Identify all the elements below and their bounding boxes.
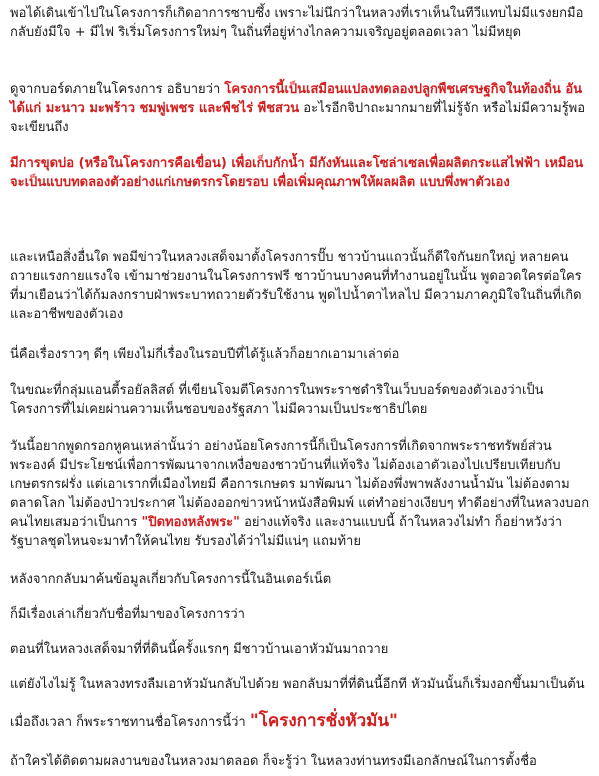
paragraph-research [10,570,591,589]
paragraph-name-origin-text: ก็มีเรื่องเล่าเกี่ยวกับชื่อที่มาของโครงการว่า [10,607,245,622]
paragraph-board [10,80,591,137]
paragraph-first-visit [10,640,591,659]
paragraph-anti-royalist-text: ในขณะที่กลุ่มแอนตี้รอยัลลิสต์ ที่เขียนโจมตีโครงการในพระราชดำริในเว็บบอร์ดของตัวเองว่าเป็นโครงการที่ไม่เคยผ่านความเห็นชอบของรัฐสภา ไม่มีความเป็นประชาธิปไตย [10,383,544,417]
paragraph-intro [10,4,591,42]
paragraph-board-lead: ดูจากบอร์ดภายในโครงการ อธิบายว่า [10,82,221,97]
paragraph-intro-text: พอได้เดินเข้าไปในโครงการก็เกิดอาการซาบซึ้ง เพราะไม่นึกว่าในหลวงที่เราเห็นในทีวีแทบไม่มีแรงยกมือ กลับยังมีใจ + มีไฟ ริเริ่มโครงการใหม่ๆ ในถิ่นที่อยู่ห่างไกลความเจริญอยู่ตลอดเวลา ไม่มีหยุด [10,6,584,40]
paragraph-forgot-taro [10,675,591,694]
paragraph-first-visit-text: ตอนที่ในหลวงเสด็จมาที่ที่ดินนี้ครั้งแรกๆ มีชาวบ้านเอาหัวมันมาถวาย [10,642,389,657]
paragraph-project-name-lead: เมื่อถึงเวลา ก็พระราชทานชื่อโครงการนี้ว่า [10,715,246,730]
paragraph-closing [10,752,591,771]
paragraph-rebuttal [10,437,591,551]
paragraph-rebuttal-tail: อย่างแท้จริง [244,515,312,530]
paragraph-villagers [10,248,591,324]
paragraph-good-stories-text: นี่คือเรื่องราวๆ ดีๆ เพียงไม่กี่เรื่องในรอบปีที่ได้รู้แล้วก็อยากเอามาเล่าต่อ [10,347,400,362]
paragraph-anti-royalist [10,381,591,419]
paragraph-project-name [10,712,591,732]
paragraph-villagers-text: และเหนือสิ่งอื่นใด พอมีข่าวในหลวงเสด็จมาตั้งโครงการปั๊บ ชาวบ้านแถวนั้นก็ดีใจกันยกใหญ่ หลายคนถวายแรงกายแรงใจ เข้ามาช่วยงานในโครงการฟรี ชาวบ้านบางคนที่ทำงานอยู่ในนั้น พูดอวดใครต่อใครที่มาเยือนว่าได้ก้มลงกราบฝ่าพระบาทถวายตัวรับใช้งาน พูดไปน้ำตาไหลไป มีความภาคภูมิใจในถิ่นที่เกิดและอาชีพของตัวเอง [10,250,582,322]
paragraph-name-origin [10,605,591,624]
paragraph-good-stories [10,345,591,364]
paragraph-closing-text: ถ้าใครได้ติดตามผลงานของในหลวงมาตลอด ก็จะรู้ว่า ในหลวงท่านทรงมีเอกลักษณ์ในการตั้งชื่อ [10,754,537,769]
paragraph-rebuttal-closing: และงานแบบนี้ ถ้าในหลวงไม่ทำ ก็อย่าหวังว่ารัฐบาลชุดไหนจะมาทำให้คนไทย รับรองได้ว่าไม่มีแน่ๆ แถมท้าย [10,515,563,549]
reservoir-highlight-text: มีการขุดบ่อ (หรือในโครงการคือเขื่อน) เพื่อเก็บกักน้ำ มีกังหันและโซล่าเซลเพื่อผลิตกระแสไฟฟ้า เหมือนจะเป็นแบบทดลองตัวอย่างแก่เกษตรกรโดยรอบ เพื่อเพิ่มคุณภาพให้ผลผลิต แบบพึ่งพาตัวเอง [10,156,584,190]
paragraph-rebuttal-text: วันนี้อยากพูดกรอกหูคนเหล่านั้นว่า อย่างน้อยโครงการนี้ก็เป็นโครงการที่เกิดจากพระราชทรัพย์ส่วนพระองค์ มีประโยชน์เพื่อการพัฒนาจากเหงื่อของชาวบ้านที่แท้จริง ไม่ต้องเอาตัวเองไปเปรียบเทียบกับเกษตรกรฝรั่ง แต่เอาเรากที่เมืองไทยมี คือการเกษตร มาพัฒนา ไม่ต้องพึ่งพาพลังงานน้ำมัน ไม่ต้องตามตลาดโลก ไม่ต้องป่าวประกาศ ไม่ต้องออกข่าวหน้าหนังสือพิมพ์ แต่ทำอย่างเงียบๆ ทำดีอย่างที่ในหลวงบอกคนไทยเสมอว่าเป็นการ [10,439,590,530]
phrase-highlight: "ปิดทองหลังพระ" [141,515,240,530]
paragraph-forgot-taro-text: แต่ยังไงไม่รู้ ในหลวงทรงลืมเอาหัวมันกลับไปด้วย พอกลับมาที่ที่ดินนี้อีกที หัวมันนั้นก็เริ่มงอกขึ้นมาเป็นต้น [10,677,585,692]
board-highlight-text: โครงการนี้เป็นเสมือนแปลงทดลองปลูกพืชเศรษฐกิจในท้องถิ่น อันได้แก่ มะนาว มะพร้าว ชมพู่เพชร และพืชไร่ พืชสวน [10,82,583,116]
paragraph-board-tail: อะไรอีกจิปาถะมากมายที่ไม่รู้จัก หรือไม่มีความรู้พอจะเขียนถึง [10,101,586,135]
project-name-highlight: "โครงการชั่งหัวมัน" [249,711,398,731]
paragraph-reservoir-highlight [10,154,591,192]
paragraph-research-text: หลังจากกลับมาค้นข้อมูลเกี่ยวกับโครงการนี้ในอินเตอร์เน็ต [10,572,332,587]
